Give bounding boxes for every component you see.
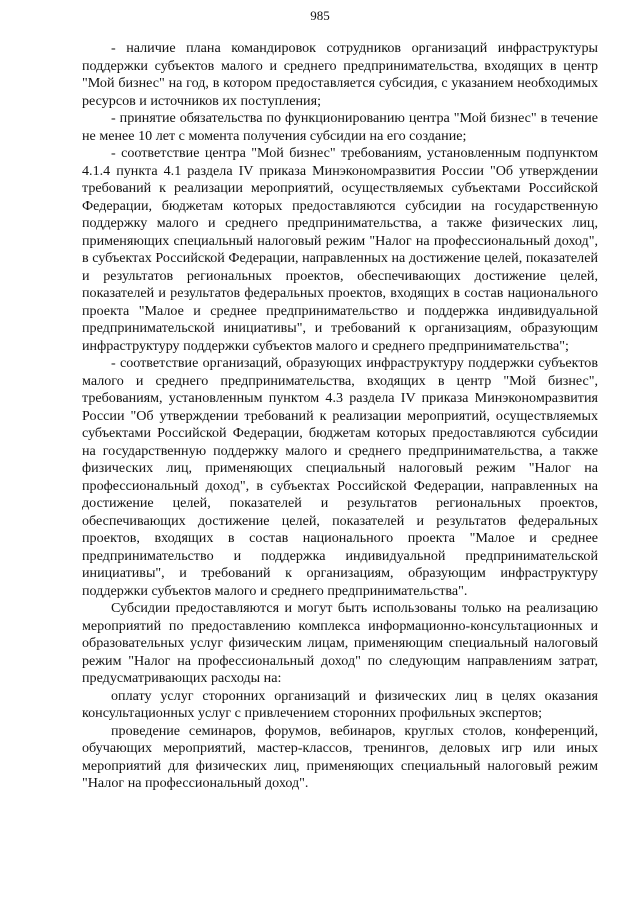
paragraph-center-compliance: - соответствие центра "Мой бизнес" требованиям, установленным подпунктом 4.1.4 пункта 4.1 раздела IV приказа Минэкономразвития России "Об утверждении требований к реализации мероприятий, осуществляемых субъектами Российской Федерации, бюджетам которых предоставляются субсидии на государственную поддержку малого и среднего предпринимательства, а также физических лиц, применяющих специальный налоговый режим "Налог на профессиональный доход", в субъектах Российской Федерации, направленных на достижение целей, показателей и результатов региональных проектов, обеспечивающих достижение целей, показателей и результатов федеральных проектов, входящих в состав национального проекта "Малое и среднее предпринимательство и поддержка индивидуальной предпринимательской инициативы", и требований к организациям, образующим инфраструктуру поддержки субъектов малого и среднего предпринимательства"; (82, 145, 598, 354)
page-number: 985 (310, 8, 330, 23)
paragraph-subsidy-purpose: Субсидии предоставляются и могут быть использованы только на реализацию мероприятий по предоставлению комплекса информационно-консультационных и образовательных услуг физическим лицам, применяющим специальный налоговый режим "Налог на профессиональный доход" по следующим направлениям затрат, предусматривающих расходы на: (82, 600, 598, 686)
paragraph-business-trip-plan: - наличие плана командировок сотрудников организаций инфраструктуры поддержки субъектов малого и среднего предпринимательства, входящих в центр "Мой бизнес" на год, в котором предоставляется субсидия, с указанием необходимых ресурсов и источников их поступления; (82, 40, 598, 109)
paragraph-events: проведение семинаров, форумов, вебинаров, круглых столов, конференций, обучающих мероприятий, мастер-классов, тренингов, деловых игр или иных мероприятий для физических лиц, применяющих специальный налоговый режим "Налог на профессиональный доход". (82, 722, 598, 791)
document-body (82, 40, 598, 793)
paragraph-consulting-services: оплату услуг сторонних организаций и физических лиц в целях оказания консультационных услуг с привлечением сторонних профильных экспертов; (82, 687, 598, 721)
paragraph-organizations-compliance: - соответствие организаций, образующих инфраструктуру поддержки субъектов малого и среднего предпринимательства, входящих в центр "Мой бизнес", требованиям, установленным пунктом 4.3 раздела IV приказа Минэкономразвития России "Об утверждении требований к реализации мероприятий, осуществляемых субъектами Российской Федерации, бюджетам которых предоставляются субсидии на государственную поддержку малого и среднего предпринимательства, а также физических лиц, применяющих специальный налоговый режим "Налог на профессиональный доход", в субъектах Российской Федерации, направленных на достижение целей, показателей и результатов региональных проектов, обеспечивающих достижение целей, показателей и результатов федеральных проектов, входящих в состав национального проекта "Малое и среднее предпринимательство и поддержка индивидуальной предпринимательской инициативы", и требований к организациям, образующим инфраструктуру поддержки субъектов малого и среднего предпринимательства". (82, 355, 598, 599)
paragraph-operating-obligation: - принятие обязательства по функционированию центра "Мой бизнес" в течение не менее 10 лет с момента получения субсидии на его создание; (82, 110, 598, 144)
